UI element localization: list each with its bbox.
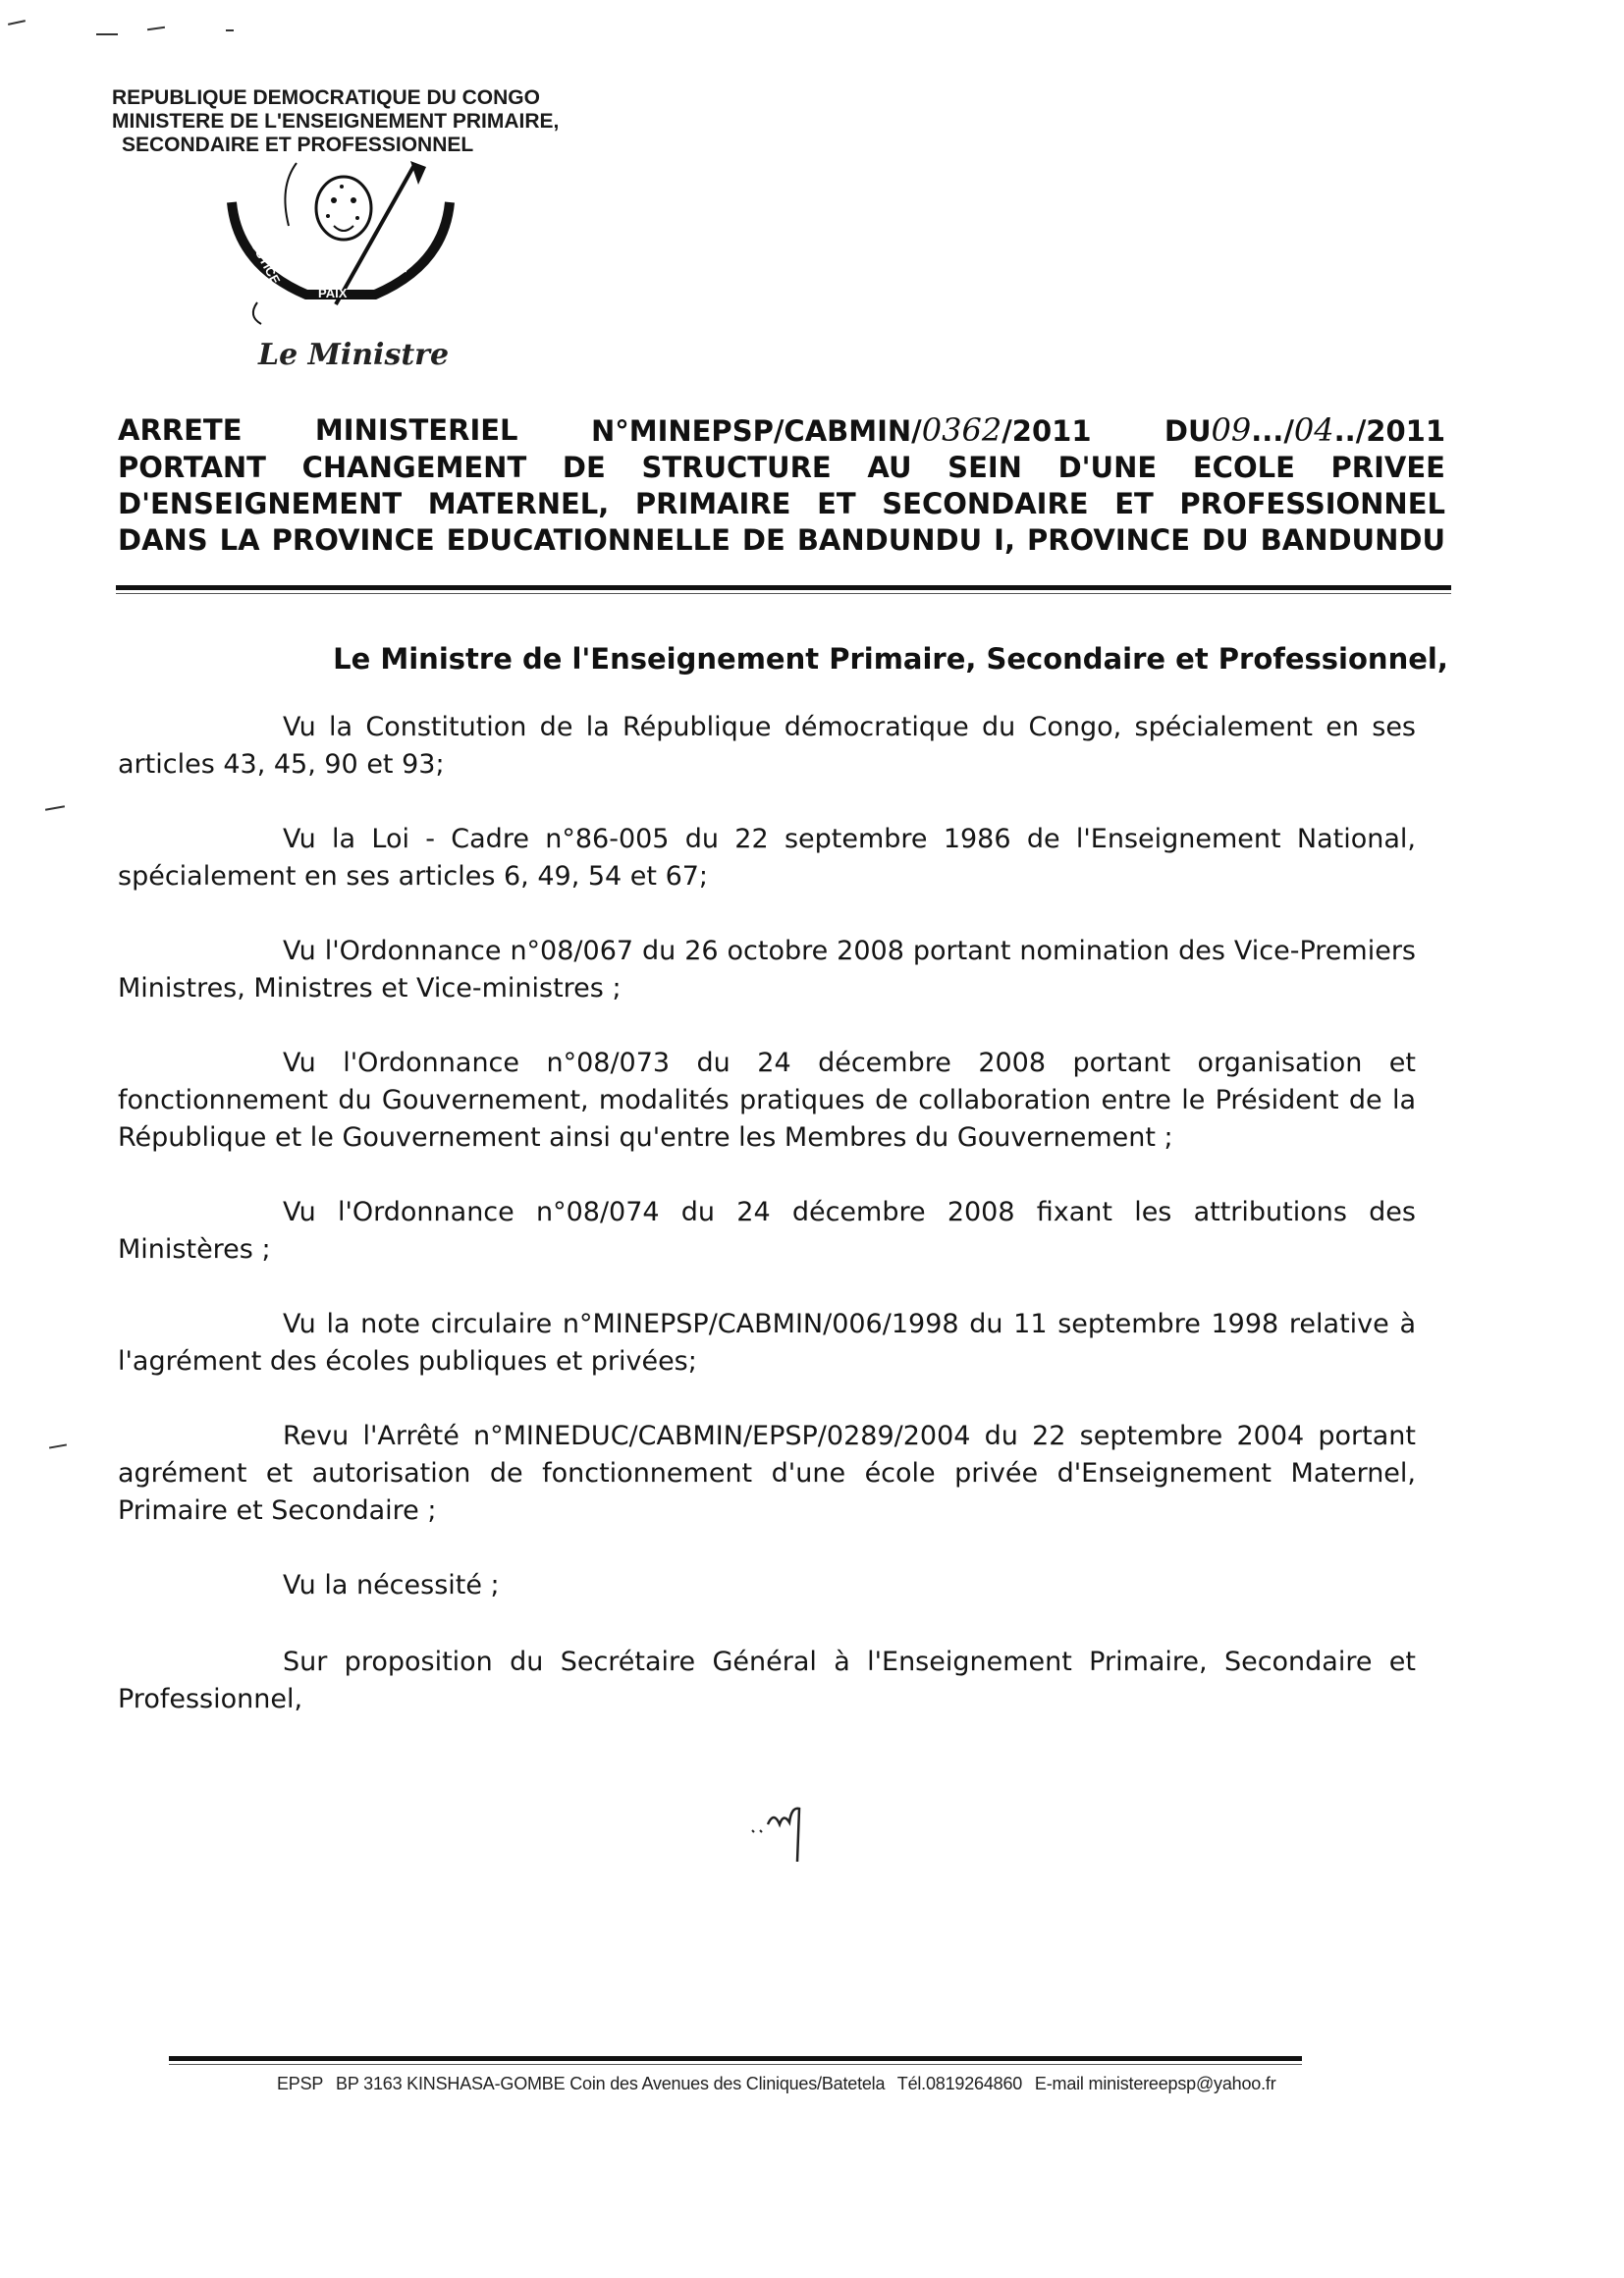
minister-signature-label: Le Ministre xyxy=(258,338,450,372)
emblem-word-paix: PAIX xyxy=(318,286,348,300)
scan-speck xyxy=(226,29,234,31)
preamble-paragraph: Vu la nécessité ; xyxy=(283,1570,500,1600)
letterhead-country: REPUBLIQUE DEMOCRATIQUE DU CONGO xyxy=(112,86,540,109)
preamble-paragraph: Sur proposition du Secrétaire Général à l'Enseignement Primaire, Secondaire et Professionnel, xyxy=(118,1647,1416,1714)
decree-title-line-1 xyxy=(118,412,1445,450)
decree-preamble xyxy=(118,709,1416,1756)
preamble-paragraph: Vu la note circulaire n°MINEPSP/CABMIN/006/1998 du 11 septembre 1998 relative à l'agrément des écoles publiques et privées; xyxy=(118,1309,1416,1377)
decree-title-line-2: PORTANT CHANGEMENT DE STRUCTURE AU SEIN D'UNE ECOLE PRIVEE xyxy=(118,451,1445,484)
scan-speck xyxy=(49,1443,67,1448)
letterhead-ministry: MINISTERE DE L'ENSEIGNEMENT PRIMAIRE, xyxy=(112,110,560,133)
scan-speck xyxy=(147,27,165,30)
decree-title xyxy=(118,412,1445,559)
letterhead xyxy=(112,86,559,157)
preamble-paragraph: Vu la Constitution de la République démocratique du Congo, spécialement en ses articles 43, 45, 90 et 93; xyxy=(118,712,1416,780)
preamble-paragraph: Vu l'Ordonnance n°08/067 du 26 octobre 2008 portant nomination des Vice-Premiers Ministres, Ministres et Vice-ministres ; xyxy=(118,936,1416,1003)
footer-phone: Tél.0819264860 xyxy=(896,2074,1023,2093)
preamble-paragraph: Revu l'Arrêté n°MINEDUC/CABMIN/EPSP/0289/2004 du 22 septembre 2004 portant agrément et autorisation de fonctionnement d'une école privée d'Enseignement Maternel, Primaire et Secondaire ; xyxy=(118,1421,1416,1526)
footer-divider xyxy=(169,2056,1302,2061)
footer-divider-thin xyxy=(169,2064,1302,2065)
congo-coat-of-arms-icon xyxy=(218,157,463,326)
decree-month-handwritten: 04 xyxy=(1293,411,1334,449)
decree-word-ministeriel: MINISTERIEL xyxy=(314,413,518,447)
letterhead-ministry-cont: SECONDAIRE ET PROFESSIONNEL xyxy=(122,134,474,156)
decree-number-handwritten: 0362 xyxy=(921,411,1002,449)
scan-speck xyxy=(8,20,26,26)
decree-day-handwritten: 09 xyxy=(1211,411,1252,449)
decree-title-line-3: D'ENSEIGNEMENT MATERNEL, PRIMAIRE ET SECONDAIRE ET PROFESSIONNEL xyxy=(118,487,1445,520)
footer-email: E-mail ministereepsp@yahoo.fr xyxy=(1034,2074,1276,2093)
footer-org: EPSP xyxy=(277,2074,324,2093)
emblem-word-justice: JUSTICE xyxy=(244,232,284,287)
decree-date: DU09.../04../2011 xyxy=(1164,411,1445,449)
title-divider xyxy=(116,585,1451,590)
preamble-paragraph: Vu la Loi - Cadre n°86-005 du 22 septembre 1986 de l'Enseignement National, spécialement en ses articles 6, 49, 54 et 67; xyxy=(118,824,1416,892)
preamble-paragraph: Vu l'Ordonnance n°08/073 du 24 décembre 2008 portant organisation et fonctionnement du Gouvernement, modalités pratiques de collaboration entre le Président de la République et le Gouvernement ainsi qu'entre les Membres du Gouvernement ; xyxy=(118,1048,1416,1153)
minister-heading: Le Ministre de l'Enseignement Primaire, Secondaire et Professionnel, xyxy=(333,642,1448,676)
scan-speck xyxy=(96,33,118,35)
decree-reference: N°MINEPSP/CABMIN/0362/2011 xyxy=(590,411,1092,449)
scan-speck xyxy=(45,805,65,810)
handwritten-initials-icon xyxy=(746,1797,815,1866)
decree-title-line-4: DANS LA PROVINCE EDUCATIONNELLE DE BANDUNDU I, PROVINCE DU BANDUNDU xyxy=(118,523,1445,557)
footer-address: BP 3163 KINSHASA-GOMBE Coin des Avenues des Cliniques/Batetela xyxy=(336,2074,886,2093)
footer-contact xyxy=(277,2074,1284,2094)
decree-word-arrete: ARRETE xyxy=(118,413,243,447)
preamble-paragraph: Vu l'Ordonnance n°08/074 du 24 décembre 2008 fixant les attributions des Ministères ; xyxy=(118,1197,1416,1265)
title-divider-thin xyxy=(116,593,1451,594)
emblem-word-travail: TRAVAIL xyxy=(394,222,433,277)
